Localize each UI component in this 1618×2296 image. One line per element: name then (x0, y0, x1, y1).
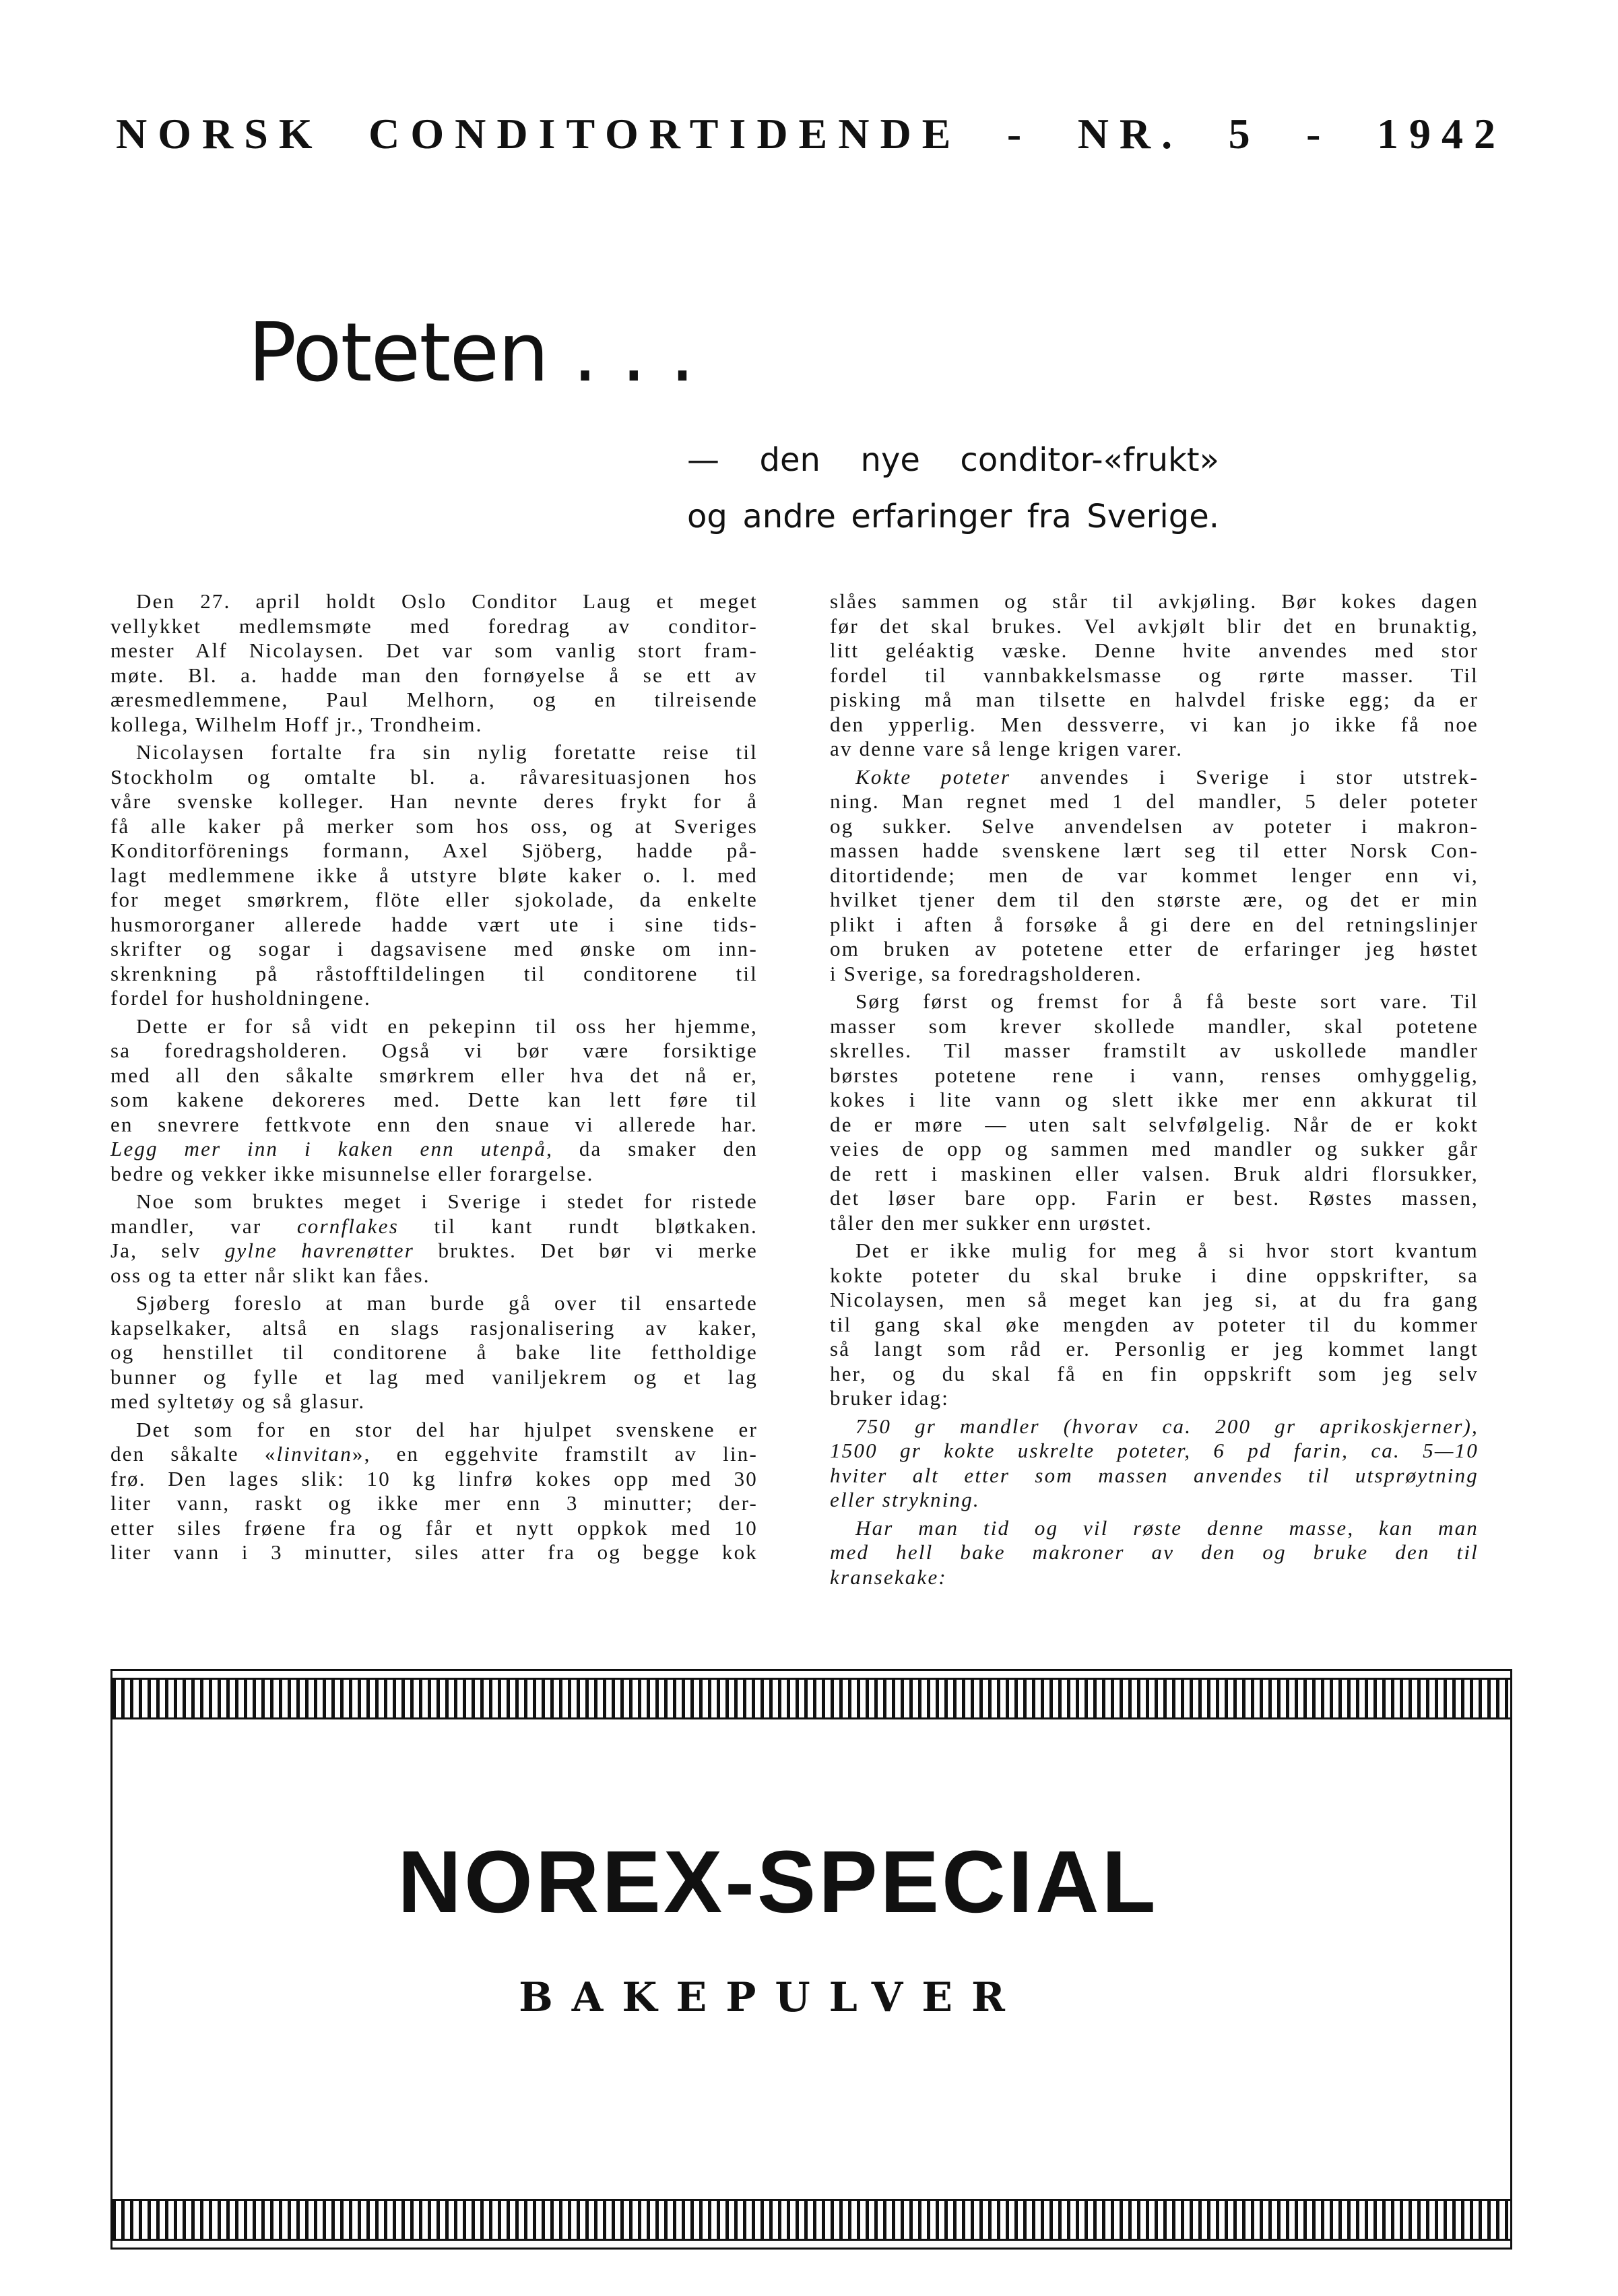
text-line: masser som krever skollede mandler, skal potetene (830, 1014, 1479, 1038)
running-head: NORSK CONDITORTIDENDE - NR. 5 - 1942 (116, 110, 1506, 158)
text-line (830, 1488, 1479, 1513)
text-line: Legg mer inn i kaken enn utenpå, da smaker den (110, 1137, 758, 1160)
subtitle-line: — den nye conditor-«frukt» (687, 441, 1219, 479)
text-line: Ja, selv gylne havrenøtter bruktes. Det bør vi merke (110, 1239, 758, 1262)
text-line: våre svenske kolleger. Han nevnte deres frykt for å (110, 789, 758, 813)
text-line: slåes sammen og står til avkjøling. Bør kokes dagen (830, 589, 1479, 613)
text-line: Det som for en stor del har hjulpet svenskene er (136, 1417, 758, 1441)
italic-text: Har man tid og vil røste denne masse, kan man (855, 1515, 1479, 1540)
italic-text: med hell bake makroner av den og bruke den til (830, 1540, 1479, 1564)
text-line: børstes potetene rene i vann, renses omhyggelig, (830, 1063, 1479, 1087)
article-title: Poteten . . . (248, 306, 694, 400)
left-column (110, 589, 758, 1565)
text-line: Stockholm og omtalte bl. a. råvaresituasjonen hos (110, 764, 758, 789)
paragraph (110, 1189, 758, 1288)
right-column (830, 589, 1479, 1589)
advertisement (110, 1669, 1512, 2250)
article-subtitle (687, 432, 1219, 545)
paragraph (830, 589, 1479, 762)
text-line: om bruken av potetene etter de erfaringer jeg høstet (830, 937, 1479, 960)
text-line: en snevrere fettkvote enn den snaue vi allerede har. (110, 1112, 758, 1136)
text-line: Sørg først og fremst for å få beste sort vare. Til (855, 989, 1479, 1013)
text-line: hvilket tjener dem til den største ære, og det er min (830, 888, 1479, 911)
text-line: oss og ta etter når slikt kan fåes. (110, 1263, 430, 1287)
text-line: ning. Man regnet med 1 del mandler, 5 deler poteter (830, 789, 1479, 813)
text-line (830, 1439, 1479, 1464)
text-line: skrelles. Til masser framstilt av uskollede mandler (830, 1039, 1479, 1062)
italic-text: cornflakes (296, 1214, 399, 1238)
text-line: Den 27. april holdt Oslo Conditor Laug et meget (136, 589, 758, 613)
text-line: bunner og fylle et lag med vaniljekrem og et lag (110, 1365, 758, 1389)
text-line: Nicolaysen fortalte fra sin nylig foretatte reise til (136, 740, 758, 764)
italic-text: 1500 gr kokte uskrelte poteter, 6 pd farin, ca. 5—10 (830, 1439, 1479, 1462)
text-line: og henstillet til conditorene å bake lite fettholdige (110, 1340, 758, 1364)
text-line: frø. Den lages slik: 10 kg linfrø kokes opp med 30 (110, 1466, 758, 1490)
text-line: få alle kaker på merker som hos oss, og at Sveriges (110, 814, 758, 838)
text-line: den ypperlig. Men dessverre, vi kan jo ikke få noe (830, 712, 1479, 736)
paragraph (110, 1291, 758, 1414)
text-line: den såkalte «linvitan», en eggehvite framstilt av lin- (110, 1442, 758, 1466)
text-line: skrifter og sogar i dagsavisene med ønske om inn- (110, 937, 758, 960)
text-line: husmororganer allerede hadde vært ute i sine tids- (110, 912, 758, 936)
text-line: kokes i lite vann og slett ikke mer enn akkurat til (830, 1088, 1479, 1111)
text-line: kokte poteter du skal bruke i dine oppskrifter, sa (830, 1263, 1479, 1287)
text-line: for meget smørkrem, flöte eller sjokolade, da enkelte (110, 888, 758, 911)
text-line: Nicolaysen, men så meget kan jeg si, at du fra gang (830, 1288, 1479, 1311)
text-line: i Sverige, sa foredragsholderen. (830, 961, 1142, 985)
text-line: skrenkning på råstofftildelingen til conditorene til (110, 961, 758, 985)
text-line: med syltetøy og så glasur. (110, 1389, 366, 1413)
text-line: mandler, var cornflakes til kant rundt bløtkaken. (110, 1214, 758, 1238)
text-line: Dette er for så vidt en pekepinn til oss her hjemme, (136, 1014, 758, 1038)
text-line: bruker idag: (830, 1386, 950, 1410)
ad-product-name: BAKEPULVER (519, 1974, 1024, 2021)
italic-text: gylne havrenøtter (224, 1239, 415, 1262)
text-line: ditortidende; men de var kommet lenger enn vi, (830, 863, 1479, 887)
text-line: det løser bare opp. Farin er best. Røstes massen, (830, 1186, 1479, 1210)
text-line: så langt som råd er. Personlig er jeg kommet langt (830, 1337, 1479, 1360)
paragraph (110, 589, 758, 737)
text-line: litt geléaktig væske. Denne hvite anvendes med stor (830, 638, 1479, 662)
text-line: som kakene dekoreres med. Dette kan lett føre til (110, 1088, 758, 1111)
text-line: før det skal brukes. Vel avkjølt blir det en brunaktig, (830, 614, 1479, 638)
text-line: med all den såkalte smørkrem eller hva det nå er, (110, 1063, 758, 1087)
text-line: fordel for husholdningene. (110, 986, 371, 1010)
ad-stripe-bottom (112, 2199, 1510, 2241)
text-line: sa foredragsholderen. Også vi bør være forsiktige (110, 1039, 758, 1062)
italic-text: kransekake: (830, 1565, 947, 1589)
subtitle-line: og andre erfaringer fra Sverige. (687, 498, 1219, 535)
text-line: massen hadde svenskene lært seg til etter Norsk Con- (830, 839, 1479, 862)
paragraph (830, 1516, 1479, 1590)
ad-brand-name: NOREX-SPECIAL (397, 1832, 1159, 1931)
italic-text: linvitan (276, 1442, 352, 1466)
text-line: plikt i aften å forsøke å gi dere en del retningslinjer (830, 912, 1479, 936)
italic-text: 750 gr mandler (hvorav ca. 200 gr aprikoskjerner), (855, 1414, 1479, 1438)
text-line: mester Alf Nicolaysen. Det var som vanlig stort fram- (110, 638, 758, 662)
text-line: liter vann i 3 minutter, siles atter fra og begge kok (110, 1540, 758, 1564)
text-line: æresmedlemmene, Paul Melhorn, og en tilreisende (110, 688, 758, 711)
text-line: Noe som bruktes meget i Sverige i stedet for ristede (136, 1189, 758, 1213)
text-line: til gang skal øke mengden av poteter til du kommer (830, 1312, 1479, 1336)
italic-text: Legg mer inn i kaken enn utenpå, (110, 1137, 554, 1160)
italic-text: eller strykning. (830, 1488, 980, 1511)
paragraph (110, 1418, 758, 1565)
text-line: og sukker. Selve anvendelsen av poteter i makron- (830, 814, 1479, 838)
text-line: av denne vare så lenge krigen varer. (830, 737, 1184, 760)
paragraph (830, 1239, 1479, 1411)
text-line: Konditorförenings formann, Axel Sjöberg, hadde på- (110, 839, 758, 862)
text-line: bedre og vekker ikke misunnelse eller forargelse. (110, 1161, 594, 1185)
text-line: de rett i maskinen eller valsen. Bruk aldri florsukker, (830, 1161, 1479, 1185)
text-line: pisking må man tilsette en halvdel friske egg; da er (830, 688, 1479, 711)
paragraph (110, 1014, 758, 1187)
text-line: vellykket medlemsmøte med foredrag av conditor- (110, 614, 758, 638)
paragraph (830, 765, 1479, 987)
text-line: her, og du skal få en fin oppskrift som jeg selv (830, 1361, 1479, 1385)
ad-stripe-top (112, 1678, 1510, 1719)
paragraph (110, 740, 758, 1011)
text-line: lagt medlemmene ikke å utstyre bløte kaker o. l. med (110, 863, 758, 887)
text-line: Sjøberg foreslo at man burde gå over til ensartede (136, 1291, 758, 1315)
text-line (830, 1464, 1479, 1488)
italic-text: hviter alt etter som massen anvendes til utsprøytning (830, 1463, 1479, 1487)
italic-text: Kokte poteter (855, 764, 1011, 789)
text-line: Det er ikke mulig for meg å si hvor stort kvantum (855, 1239, 1479, 1262)
text-line (830, 1540, 1479, 1565)
text-line: kollega, Wilhelm Hoff jr., Trondheim. (110, 712, 483, 736)
text-line: møte. Bl. a. hadde man den fornøyelse å se ett av (110, 663, 758, 687)
text-line: veies de opp og sammen med mandler og sukker går (830, 1137, 1479, 1160)
text-line: de er møre — uten salt selvfølgelig. Når de er kokt (830, 1112, 1479, 1136)
text-line: tåler den mer sukker enn urøstet. (830, 1210, 1153, 1235)
text-line: liter vann, raskt og ikke mer enn 3 minutter; der- (110, 1491, 758, 1515)
text-line: etter siles frøene fra og får et nytt oppkok med 10 (110, 1515, 758, 1540)
text-line: kapselkaker, altså en slags rasjonalisering av kaker, (110, 1315, 758, 1340)
text-line (830, 1565, 1479, 1590)
paragraph (830, 989, 1479, 1235)
text-line (830, 1516, 1479, 1541)
text-line (830, 1414, 1479, 1439)
paragraph (830, 1414, 1479, 1513)
text-line: Kokte poteter anvendes i Sverige i stor utstrek- (855, 764, 1479, 789)
text-line: fordel til vannbakkelsmasse og rørte masser. Til (830, 663, 1479, 687)
